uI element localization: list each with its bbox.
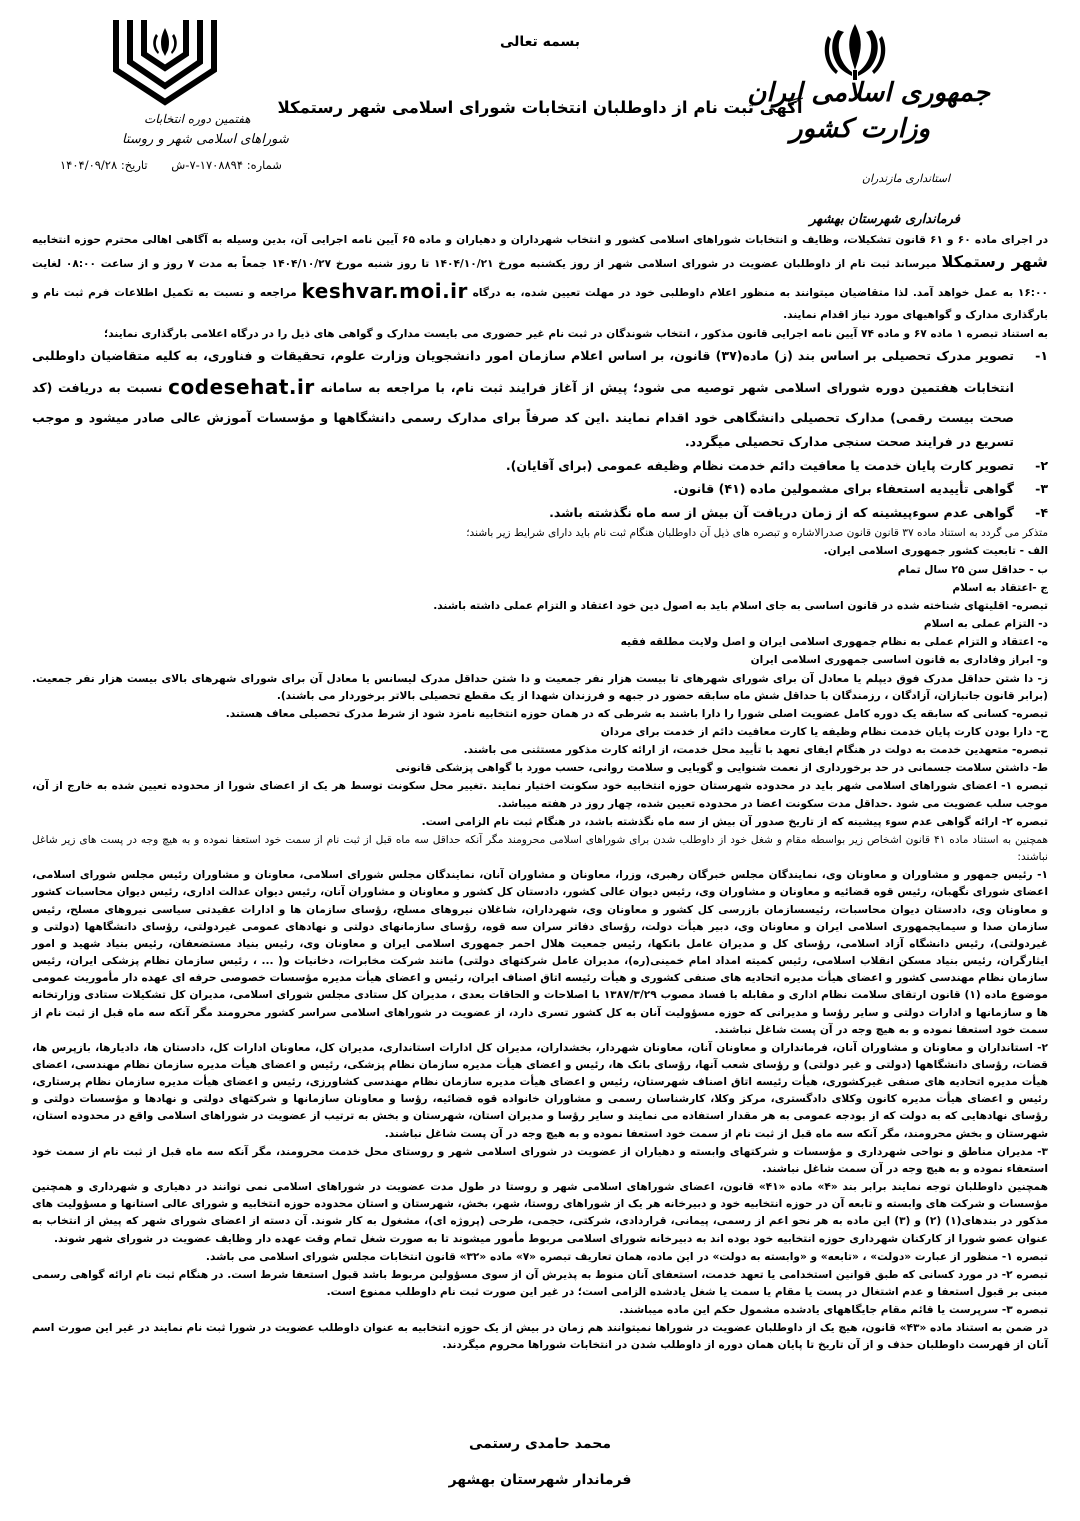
requirement-item xyxy=(32,477,1048,501)
requirement-number: ۲- xyxy=(1035,457,1048,473)
article41-lead: همچنین به استناد ماده ۴۱ قانون اشخاص زیر بواسطه مقام و شغل خود از داوطلب شدن برای شوراهای اسلامی محرومند مگر آنکه حداقل سه ماه قبل از ثبت نام از سمت خود استعفا نموده و به هیچ وجه در پست های زیر شاغل نباشند: xyxy=(32,833,1048,864)
basmala: بسمه تعالی xyxy=(499,34,581,50)
ministry-line-2: وزارت کشور xyxy=(790,114,930,144)
intro-part-3: مراجعه و نسبت به تکمیل اطلاعات فرم ثبت نام و بارگذاری مدارک و گواهیهای مورد نیاز اقدام نمایند. xyxy=(32,287,1048,322)
condition-item: ج -اعتقاد به اسلام xyxy=(952,581,1048,594)
note-paragraph: تبصره ۲- در مورد کسانی که طبق قوانین استخدامی یا تعهد خدمت، استعفای آنان منوط به پذیرش آن از سوی مسؤولین مربوط باشد قبول استعفا شرط است. در هنگام ثبت نام ارائه گواهی رسمی مبنی بر قبول استعفا و عدم اشتغال در پست یا مقام یا سمت یا شغل یادشده الزامی است؛ در غیر این صورت ثبت نام داوطلب ممنوع است. xyxy=(32,1268,1048,1299)
note-paragraph: تبصره ۱- منظور از عبارت «دولت» ، «تابعه» و «وابسته به دولت» در این ماده، همان تعاریف تبصره «۷» ماده «۳۲» قانون انتخابات مجلس شورای اسلامی می باشد. xyxy=(205,1250,1048,1263)
ballot-box-icon xyxy=(110,14,220,108)
document-meta xyxy=(40,158,282,172)
requirement-item xyxy=(32,501,1048,525)
article41-item: ۲- استانداران و معاونان و مشاوران آنان، فرمانداران و معاونان آنان، معاونان شهردار، بخشداران، مدیران کل ادارات استانداری، مدیران کل، معاونان ادارات کل، دادستان ها، دادیارها، بازپرس ها، قضات، رؤسای دانشگاهها (دولتی و غیر دولتی) و رؤسای شعب آنها، رؤسای بانک ها، رئیس و اعضای هیأت مدیره سازمان نظام پزشکی، رئیس و اعضای هیأت مدیره سازمان نظام مهندسی، اعضای هیأت مدیره اتحادیه های صنفی غیرکشوری، هیأت رئیسه اتاق اصناف شهرستان، رئیس و اعضای هیأت مدیره سازمان نظام مهندسی کشاورزی، رئیس و اعضای هیأت مدیره سازمان نظام پرستاری، رئیس و اعضای هیأت مدیره کانون وکلای دادگستری، مرکز وکلا، کارشناسان رسمی و مشاوران خانواده قوه قضائیه، رؤسا و معاونان سازمانها و شرکتهای دولتی و نهادها و مؤسسات دولتی و رؤسای نهادهایی که به دولت که از بودجه عمومی به هر مقدار استفاده می نمایند و سایر رؤسا و مدیران استان، شهرستان و بخش به ترتیب از عضویت در شوراهای اسلامی واقع در محدوده استان، شهرستان و بخش محرومند، مگر آنکه سه ماه قبل از ثبت نام از سمت خود استعفا نموده و به هیچ وجه در آن پست شاغل نباشند. xyxy=(32,1041,1048,1140)
note-paragraph: تبصره ۳- سرپرست یا قائم مقام جایگاههای یادشده مشمول حکم این ماده میباشند. xyxy=(619,1304,1048,1317)
signatory-title: فرماندار شهرستان بهشهر xyxy=(448,1472,632,1488)
signatory-name: محمد حامدی رستمی xyxy=(468,1436,611,1452)
requirement-text: تصویر کارت پایان خدمت یا معافیت دائم خدمت نظام وظیفه عمومی (برای آقایان). xyxy=(505,457,1014,473)
requirement-text xyxy=(32,344,1014,454)
requirement-text: گواهی تأییدیه استعفاء برای مشمولین ماده (۴۱) قانون. xyxy=(673,481,1014,497)
article41-item: ۳- مدیران مناطق و نواحی شهرداری و مؤسسات و شرکتهای وابسته و دهیاران از عضویت در شورای اسلامی شهر و روستای محل خدمت محرومند، مگر آنکه سه ماه قبل از ثبت نام از سمت خود استعفاء نموده و به هیچ وجه در آن سمت شاغل نباشند. xyxy=(32,1145,1048,1175)
intro-part-2: میرساند ثبت نام از داوطلبان عضویت در شورای اسلامی شهر از روز یکشنبه مورخ ۱۴۰۴/۱۰/۲۱ تا روز شنبه مورخ ۱۴۰۴/۱۰/۲۷ جمعاً به مدت ۷ روز و از ساعت ۰۸:۰۰ لغایت ۱۶:۰۰ به عمل خواهد آمد. لذا متقاضیان میتوانند به منظور اعلام داوطلبی خود در مهلت تعیین شده، به درگاه xyxy=(32,258,1048,300)
intro-part-1: در اجرای ماده ۶۰ و ۶۱ قانون تشکیلات، وظایف و انتخابات شوراهای اسلامی کشور و انتخاب شهرداران و دهیاران و ماده ۶۵ آیین نامه اجرایی آن، بدین وسیله به آگاهی اهالی محترم حوزه انتخابیه xyxy=(32,234,1049,246)
announcement-body xyxy=(32,232,1048,1356)
condition-item: ز- دا شتن حداقل مدرک فوق دیپلم یا معادل آن برای شورای شهرهای تا بیست هزار نفر جمعیت و دا شتن حداقل مدرک لیسانس یا معادل آن برای شورای شهرهای بالای بیست هزار نفر جمعیت. (برابر قانون جانبازان، آزادگان ، رزمندگان با حداقل شش ماه سابقه حضور در جبهه و فرزندان شهدا از یک مقطع تحصیلی بالاتر برخوردار می باشند). xyxy=(32,672,1048,702)
condition-item: تبصره- متعهدین خدمت به دولت در هنگام ایفای تعهد با تأیید محل خدمت، از ارائه کارت مذکور مستثنی می باشند. xyxy=(463,744,1048,757)
date-value: ۱۴۰۴/۰۹/۲۸ xyxy=(60,158,118,172)
condition-item: و- ابراز وفاداری به قانون اساسی جمهوری اسلامی ایران xyxy=(750,654,1048,667)
page-title: آگهی ثبت نام از داوطلبان انتخابات شورای اسلامی شهر رستمکلا xyxy=(277,98,803,117)
condition-item: تبصره ۲- ارائه گواهی عدم سوء پیشینه که از تاریخ صدور آن بیش از سه ماه نگذشته باشد، در هنگام ثبت نام الزامی است. xyxy=(421,815,1048,828)
ministry-line-3: استانداری مازندران xyxy=(861,172,950,185)
date-label: تاریخ: xyxy=(120,158,148,172)
date-field xyxy=(60,158,148,172)
registration-site-link[interactable]: keshvar.moi.ir xyxy=(301,279,468,304)
condition-item: د- التزام عملی به اسلام xyxy=(923,618,1048,631)
header xyxy=(0,0,1080,227)
intro-city: شهر رستمکلا xyxy=(941,252,1048,272)
election-logo xyxy=(100,14,289,147)
requirement-text: گواهی عدم سوءپیشینه که از زمان دریافت آن بیش از سه ماه نگذشته باشد. xyxy=(549,505,1014,521)
conditions-lead: متذکر می گردد به استناد ماده ۳۷ قانون قانون صدرالاشاره و تبصره های ذیل آن داوطلبان هنگام ثبت نام باید دارای شرایط زیر باشند؛ xyxy=(466,527,1048,540)
condition-item: ه- اعتقاد و التزام عملی به نظام جمهوری اسلامی ایران و اصل ولایت مطلقه فقیه xyxy=(620,636,1048,649)
requirement-1-text-b: نسبت به دریافت (کد صحت بیست رقمی) مدارک تحصیلی دانشگاهی خود اقدام نمایند .این کد صرفاً برای مدارک رسمی دانشگاهها و مؤسسات آموزش عالی صادر میشود و موجب تسریع در فرایند صحت سنجی مدارک تحصیلی میگردد. xyxy=(32,379,1014,449)
requirement-number: ۱- xyxy=(1035,347,1048,363)
requirement-item xyxy=(32,454,1048,478)
note-paragraph: همچنین داوطلبان توجه نمایند برابر بند «۴» ماده «۴۱» قانون، اعضای شوراهای اسلامی شهر و روستا در طول مدت عضویت در شوراهای اسلامی نمی توانند در دهیاری و شهرداری و همچنین مؤسسات و شرکت های وابسته و تابعه آن در حوزه انتخابیه خود و دبیرخانه هر یک از شوراهای روستا، شهر، بخش، شهرستان و استان محدوده حوزه انتخابیه و شورای عالی استانها و مسؤولیت های مذکور در بندهای(۱) (۲) و (۳) این ماده به هر نحو اعم از رسمی، پیمانی، قراردادی، شرکتی، حجمی، طرحی (پروژه ای)، مشغول به کار شوند. آن دسته از اعضای شورای شهر که پیش از انتخاب به عنوان عضو شورا از کارکنان شهرداری حوزه انتخابیه خود بوده اند به دبیرخانه شورای اسلامی مربوط مأمور میشوند تا به صورت شغل تمام وقت عهده دار وظایف عضویت در شورای شهر شوند. xyxy=(32,1181,1049,1245)
requirement-1-text-a: تصویر مدرک تحصیلی بر اساس بند (ز) ماده(۳۷) قانون، بر اساس اعلام سازمان امور دانشجویان وزارت علوم، تحقیقات و فناوری، به کلیه متقاضیان داوطلبی انتخابات هفتمین دوره شورای اسلامی شهر توصیه می شود؛ پیش از آغاز فرایند ثبت نام، با مراجعه به سامانه xyxy=(32,347,1015,395)
iran-emblem-icon xyxy=(820,20,890,82)
number-label: شماره: xyxy=(246,158,282,172)
condition-item: ح- دارا بودن کارت پایان خدمت نظام وظیفه یا کارت معافیت دائم از خدمت برای مردان xyxy=(600,726,1048,739)
condition-item: تبصره- اقلیتهای شناخته شده در قانون اساسی به جای اسلام باید به اصول دین خود اعتقاد و التزام عملی داشته باشند. xyxy=(433,599,1048,612)
ministry-line-1: جمهوری اسلامی ایران xyxy=(747,78,990,108)
ministry-line-4: فرمانداری شهرستان بهشهر xyxy=(809,212,960,227)
note-paragraph: در ضمن به استناد ماده «۴۳» قانون، هیچ یک از داوطلبان عضویت در شوراها نمیتوانند هم زمان در بیش از یک حوزه انتخابیه به عنوان داوطلب عضویت در شورا ثبت نام نمایند در غیر این صورت اسم آنان از فهرست داوطلبان حذف و از آن تاریخ تا پایان همان دوره از داوطلب شدن در انتخابات شوراها محروم میگردند. xyxy=(32,1322,1048,1352)
requirement-number: ۳- xyxy=(1035,481,1048,497)
number-field xyxy=(171,158,282,172)
condition-item: الف - تابعیت کشور جمهوری اسلامی ایران. xyxy=(823,545,1048,558)
requirement-item xyxy=(32,344,1048,454)
condition-item: ط- داشتن سلامت جسمانی در حد برخورداری از نعمت شنوایی و گویایی و سلامت روانی، حسب مورد با گواهی پزشکی قانونی xyxy=(395,762,1048,775)
condition-item: تبصره ۱- اعضای شوراهای اسلامی شهر باید در محدوده شهرستان حوزه انتخابیه خود سکونت اختیار نمایند .تغییر محل سکونت توسط هر یک از اعضای شورا از محدوده تعیین شده به خارج از آن، موجب سلب عضویت می شود .حداقل مدت سکونت اعضا در محدوده تعیین شده، چهار روز در هفته میباشد. xyxy=(32,780,1048,810)
number-value: ۱۷۰۸۸۹۴-۷-ش xyxy=(171,158,244,172)
condition-item: تبصره- کسانی که سابقه یک دوره کامل عضویت اصلی شورا را دارا باشند به شرطی که در همان حوزه انتخابیه نامزد شود از شرط مدرک تحصیلی معاف هستند. xyxy=(225,707,1048,720)
intro-paragraph xyxy=(32,232,1048,325)
article41-item: ۱- رئیس جمهور و مشاوران و معاونان وی، نمایندگان مجلس خبرگان رهبری، وزرا، معاونان و مشاوران آنان، نمایندگان مجلس شورای اسلامی، معاونان و مشاوران رئیس مجلس شورای اسلامی، اعضای شورای نگهبان، رئیس قوه قضائیه و معاونان و مشاوران وی، رئیس دیوان عالی کشور، دادستان کل کشور و معاونان و مشاوران آنان، رئیس دیوان عدالت اداری، رئیس دیوان محاسبات کشور و معاونان وی، دادستان دیوان محاسبات، رئیسسازمان بازرسی کل کشور و معاونان وی، شهرداران، شاغلان نیروهای مسلح، رؤسای سازمان ها و ادارات عقیدتی سیاسی نیروهای مسلح، رئیس سازمان صدا و سیمایجمهوری اسلامی ایران و معاونان وی، دبیر هیأت دولت، رؤسای دفاتر سران سه قوه، رؤسای سازمانهای دولتی و نهادهای عمومی غیردولتی، رؤسای دانشگاهها (دولتی و غیردولتی)، رئیس دانشگاه آزاد اسلامی، رؤسای کل و مدیران عامل بانکها، رئیس جمعیت هلال احمر جمهوری اسلامی ایران و معاونان وی، رئیس بنیاد مستضعفان، رئیس بنیاد شهید و امور ایثارگران، رئیس بنیاد مسکن انقلاب اسلامی، رئیس کمیته امداد امام خمینی(ره)، مدیران عامل شرکتهای دولتی) مانند شرکت مخابرات، دخانیات و( ... ، رئیس سازمان نظام پزشکی ایران، رئیس سازمان نظام مهندسی کشور و اعضای هیأت مدیره اتحادیه های صنفی کشوری و هیأت رئیسه اتاق اصناف ایران، رئیس و اعضای هیأت مدیره مؤسسات خصوصی حرفه ای عهده دار مأموریت عمومی موضوع ماده (۱) قانون ارتقای سلامت نظام اداری و مقابله با فساد مصوب ۱۳۸۷/۳/۲۹ با اصلاحات و الحاقات بعدی ، مدیران کل ستادی مجلس شورای اسلامی، مدیران کل تشکیلات ستادی وزارتخانه ها و سازمانها و ادارات دولتی و سایر رؤسا و مدیرانی که حوزه مسؤولیت آنان به کل کشور تسری دارد، از عضویت در شوراهای اسلامی سراسر کشور محرومند مگر آنکه سه ماه قبل از ثبت نام از سمت خود استعفا نموده و به هیچ وجه در آن پست شاغل نباشند. xyxy=(32,869,1048,1036)
condition-item: ب - حداقل سن ۲۵ سال تمام xyxy=(897,563,1048,576)
election-logo-line-2: شوراهای اسلامی شهر و روستا xyxy=(122,132,289,147)
election-logo-line-1: هفتمین دوره انتخابات xyxy=(144,112,251,126)
codesehat-site-link[interactable]: codesehat.ir xyxy=(168,374,315,399)
intro-note: به استناد تبصره ۱ ماده ۶۷ و ماده ۷۴ آیین نامه اجرایی قانون مذکور ، انتخاب شوندگان در ثبت نام غیر حضوری می بایست مدارک و گواهی های ذیل را در درگاه اعلامی بارگذاری نمایند؛ xyxy=(104,327,1048,340)
requirement-number: ۴- xyxy=(1035,505,1048,521)
